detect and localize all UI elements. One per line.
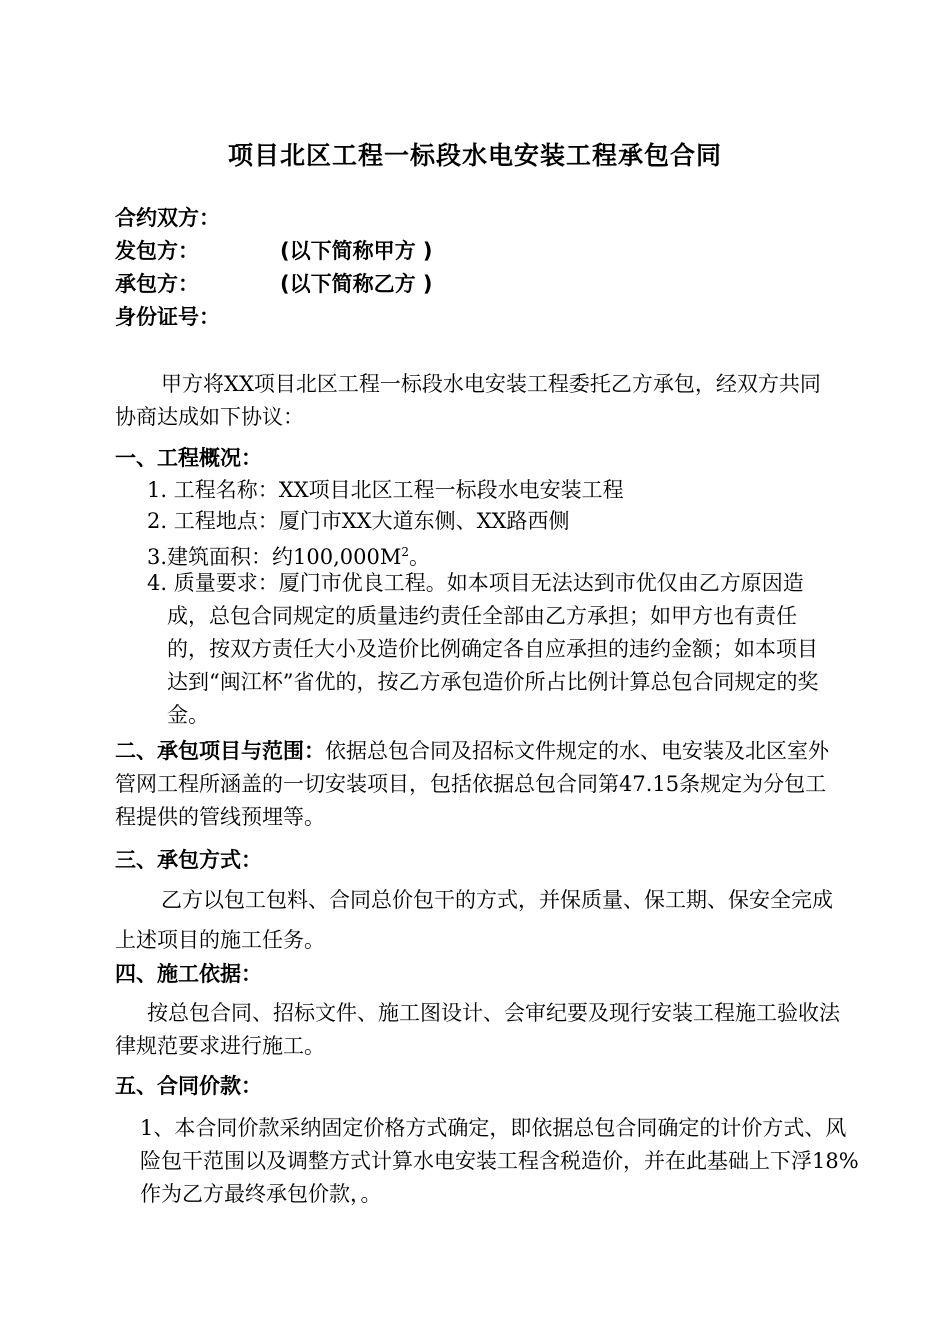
id-label: 身份证号：	[115, 305, 220, 329]
section2-text: 依据总包合同及招标文件规定的水、电安装及北区室外管网工程所涵盖的一切安装项目，包括依据总包合同第47.15条规定为分包工程提供的管线预埋等。	[115, 739, 829, 829]
intro-paragraph: 甲方将XX项目北区工程一标段水电安装工程委托乙方承包，经双方共同协商达成如下协议：	[115, 372, 821, 429]
contractor-note: (以下简称乙方 )	[280, 272, 433, 296]
section1-heading: 一、工程概况：	[115, 446, 262, 470]
employer-line	[115, 235, 433, 265]
contractor-label: 承包方：	[115, 272, 199, 296]
section3-text: 乙方以包工包料、合同总价包干的方式，并保质量、保工期、保安全完成上述项目的施工任务。	[115, 888, 833, 952]
section3-heading: 三、承包方式：	[115, 848, 262, 872]
section5-item1: 1、本合同价款采纳固定价格方式确定，即依据总包合同确定的计价方式、风险包干范围以及调整方式计算水电安装工程含税造价，并在此基础上下浮18%作为乙方最终承包价款，。	[140, 1116, 859, 1206]
section1-item4: 4. 质量要求：厦门市优良工程。如本项目无法达到市优仅由乙方原因造成，总包合同规定的质量违约责任全部由乙方承担；如甲方也有责任的，按双方责任大小及造价比例确定各自应承担的违约金额；如本项目达到“闽江杯”省优的，按乙方承包造价所占比例计算总包合同规定的奖金。	[147, 571, 819, 727]
parties-label-text: 合约双方：	[115, 206, 220, 230]
contractor-line	[115, 268, 433, 298]
document-title: 项目北区工程一标段水电安装工程承包合同	[227, 141, 722, 170]
section1-item3-prefix: 3.建筑面积：约100,000M	[147, 545, 402, 569]
section4-text: 按总包合同、招标文件、施工图设计、会审纪要及现行安装工程施工验收法律规范要求进行施工。	[115, 1001, 840, 1058]
section2-heading: 二、承包项目与范围：	[115, 739, 325, 763]
section1-item3-suffix: 。	[409, 545, 431, 569]
parties-label	[115, 202, 220, 232]
section4-heading: 四、施工依据：	[115, 962, 262, 986]
section5-heading: 五、合同价款：	[115, 1074, 262, 1098]
section1-item1: 1. 工程名称：XX项目北区工程一标段水电安装工程	[147, 478, 624, 502]
employer-label: 发包方：	[115, 239, 199, 263]
section1-item2: 2. 工程地点：厦门市XX大道东侧、XX路西侧	[147, 509, 570, 533]
id-line	[115, 301, 220, 331]
section2-paragraph	[115, 735, 840, 834]
employer-note: (以下简称甲方 )	[280, 239, 433, 263]
section1-item3-sup: 2	[401, 545, 410, 559]
